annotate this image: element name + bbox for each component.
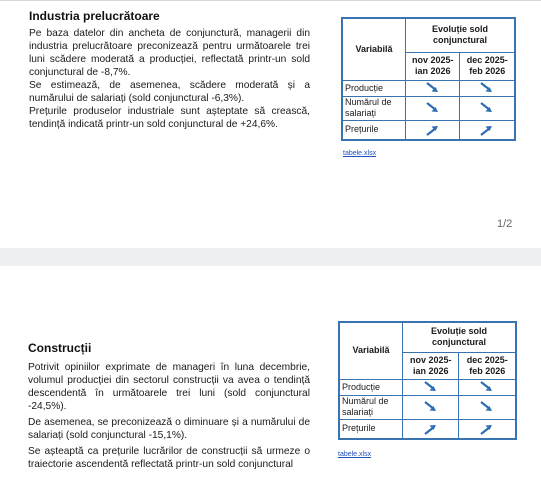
arrow-down-right-icon	[460, 80, 515, 96]
page-separator	[0, 248, 541, 266]
arrow-down-right-icon	[403, 395, 459, 419]
table-header-period-1: nov 2025-ian 2026	[406, 52, 460, 80]
table-row	[342, 120, 515, 140]
tables-file-link[interactable]: tabele.xlsx	[343, 150, 377, 157]
arrow-down-right-icon	[459, 395, 516, 419]
table-row	[339, 395, 516, 419]
arrow-down-right-icon	[406, 96, 460, 120]
industry-text	[29, 27, 310, 131]
construction-paragraph-employees: De asemenea, se preconizează o diminuare și a numărului de salariați (sold conjunctural -15,1%).	[28, 417, 310, 441]
arrow-up-right-icon	[403, 419, 459, 439]
industry-paragraph-production: Pe baza datelor din ancheta de conjunctură, managerii din industria prelucrătoare preconizează pentru următoarele trei luni scădere moderată a producției, reflectată printr-un sold conjunctural de -8,7%.	[29, 28, 310, 78]
industry-paragraph-prices: Prețurile produselor industriale sunt așteptate să crească, tendință indicată printr-un sold conjunctural de +24,6%.	[29, 106, 310, 130]
arrow-up-right-icon	[406, 120, 460, 140]
page-top-border	[0, 0, 541, 1]
table-row	[342, 96, 515, 120]
construction-paragraph-production: Potrivit opiniilor exprimate de manageri în luna decembrie, volumul producției din sectorul construcții va avea o tendință descendentă în următoarele trei luni (sold conjunctural -24,5%).	[28, 362, 310, 412]
row-label-prices: Prețurile	[339, 419, 403, 439]
table-header-period-2: dec 2025-feb 2026	[459, 352, 516, 379]
arrow-up-right-icon	[459, 419, 516, 439]
row-label-production: Producție	[339, 379, 403, 395]
tables-file-link[interactable]: tabele.xlsx	[338, 451, 372, 458]
table-header-variable: Variabilă	[339, 322, 403, 379]
industry-trend-table	[341, 17, 516, 141]
table-header-variable: Variabilă	[342, 18, 406, 80]
construction-trend-table	[338, 321, 517, 440]
row-label-production: Producție	[342, 80, 406, 96]
construction-paragraph-prices: Se așteaptă ca prețurile lucrărilor de construcții să urmeze o traiectorie ascendentă reflectată printr-un sold conjunctural	[28, 446, 310, 470]
industry-paragraph-employees: Se estimează, de asemenea, scădere moderată și a numărului de salariați (sold conjunctural -6,3%).	[29, 80, 310, 104]
construction-text	[28, 361, 310, 471]
page-number: 1/2	[497, 218, 513, 230]
table-row	[342, 80, 515, 96]
section-heading-industry: Industria prelucrătoare	[29, 9, 160, 23]
arrow-down-right-icon	[460, 96, 515, 120]
table-header-group: Evoluție sold conjunctural	[406, 18, 516, 52]
table-header-group: Evoluție sold conjunctural	[403, 322, 517, 352]
section-heading-construction: Construcții	[28, 341, 92, 355]
arrow-down-right-icon	[406, 80, 460, 96]
arrow-up-right-icon	[460, 120, 515, 140]
table-header-period-1: nov 2025-ian 2026	[403, 352, 459, 379]
table-row	[339, 379, 516, 395]
row-label-employees: Numărul de salariați	[339, 395, 403, 419]
table-header-period-2: dec 2025-feb 2026	[460, 52, 515, 80]
arrow-down-right-icon	[403, 379, 459, 395]
document-page-2	[0, 266, 541, 481]
table-row	[339, 419, 516, 439]
arrow-down-right-icon	[459, 379, 516, 395]
row-label-employees: Numărul de salariați	[342, 96, 406, 120]
row-label-prices: Prețurile	[342, 120, 406, 140]
